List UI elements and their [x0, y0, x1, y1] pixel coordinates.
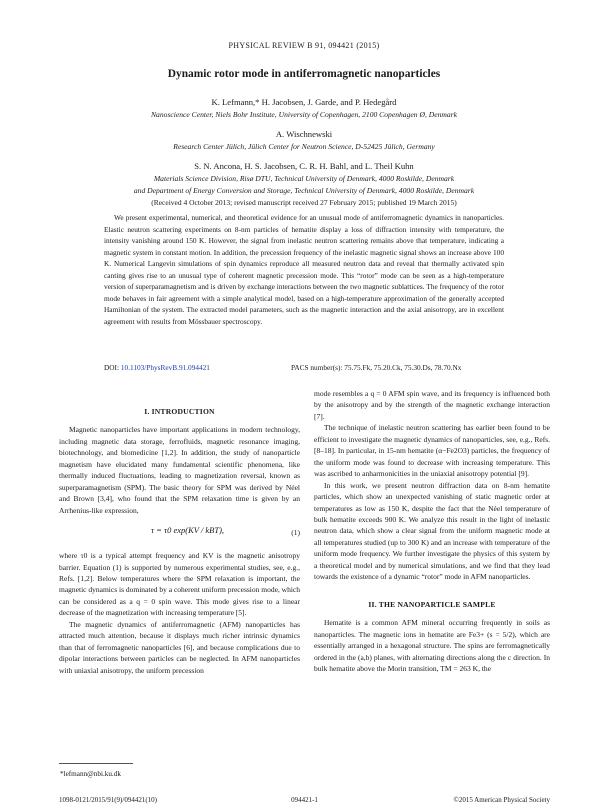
page-footer	[59, 796, 550, 804]
pacs-numbers	[291, 363, 461, 372]
paragraph: where τ0 is a typical attempt frequency and KV is the magnetic anisotropy barrier. Equation (1) is supported by numerous experimental studies, see, e.g., Refs. [1,2]. Below temperatures where the SPM relaxation is important, the magnetic dynamics is dominated by a coherent uniform precession mode, which can be considered as a q = 0 spin wave. This mode gives rise to a linear decrease of the magnetization with increasing temperature [5].	[59, 551, 300, 618]
equation-number: (1)	[291, 528, 300, 538]
author-list: A. Wischnewski	[275, 129, 333, 139]
footnote-rule	[59, 763, 133, 764]
journal-header: PHYSICAL REVIEW B 91, 094421 (2015)	[228, 41, 380, 50]
page-number: 094421-1	[291, 796, 318, 804]
pacs-label: PACS number(s):	[291, 363, 343, 372]
copyright: ©2015 American Physical Society	[453, 796, 550, 804]
equation	[59, 516, 300, 550]
paragraph: The magnetic dynamics of antiferromagnetic (AFM) nanoparticles has attracted much attention, because it displays much richer intrinsic dynamics than that of ferromagnetic nanoparticles [6], and because complications due to dipolar interactions between particles can be neglected. In AFM nanoparticles with uniaxial anisotropy, the uniform precession	[59, 619, 300, 675]
affiliation: Nanoscience Center, Niels Bohr Institute, University of Copenhagen, 2100 Copenhagen Ø, Denmark	[150, 110, 458, 119]
author-list: K. Lefmann,* H. Jacobsen, J. Garde, and P. Hedegård	[211, 97, 397, 107]
paragraph: In this work, we present neutron diffraction data on 8-nm hematite particles, which show an unexpected vanishing of static magnetic order at temperatures as low as 150 K, despite the fact that the Néel temperature of bulk hematite exceeds 900 K. We analyze this result in the light of inelastic neutron data, which show a clear signal from the uniform magnetic mode at all temperatures studied (up to 300 K) and an increase with temperature of the uniform mode frequency. We further investigate the physics of this system by a theoretical model and by numerical simulations, and we find that they lead towards the existence of a dynamic “rotor” mode in AFM nanoparticles.	[314, 480, 550, 582]
affiliation: and Department of Energy Conversion and Storage, Technical University of Denmark, 4000 Roskilde, Denmark	[133, 186, 475, 195]
paragraph: The technique of inelastic neutron scattering has earlier been found to be efficient to investigate the magnetic dynamics of nanoparticles, see, e.g., Refs. [8–18]. In particular, in 15-nm hematite (α−Fe2O3) particles, the frequency of the uniform mode was found to decrease with increasing temperature. This was ascribed to anharmonicities in the uniaxial anisotropy potential [9].	[314, 423, 550, 479]
paragraph: mode resembles a q = 0 AFM spin wave, and its frequency is influenced both by the anisotropy and by the strength of the magnetic exchange interaction [7].	[314, 389, 550, 421]
affiliation: Research Center Jülich, Jülich Center for Neutron Science, D-52425 Jülich, Germany	[173, 142, 435, 151]
left-column	[59, 406, 300, 676]
section-heading: I. INTRODUCTION	[144, 407, 215, 416]
paragraph: Magnetic nanoparticles have important applications in modern technology, including magnetic data storage, ferrofluids, magnetic resonance imaging, biotechnology, and biomedicine [1,2]. In addition, the study of nanoparticle magnetism have elucidated many fundamental scientific phenomena, like thermally induced fluctuations, leading to magnetization reversal, known as superparamagnetism (SPM). The basic theory for SPM was derived by Néel and Brown [3,4], who found that the SPM relaxation time is given by an Arrhenius-like expression,	[59, 425, 300, 515]
author-list: S. N. Ancona, H. S. Jacobsen, C. R. H. Bahl, and L. Theil Kuhn	[194, 161, 414, 171]
footnote-email[interactable]: *lefmann@nbi.ku.dk	[60, 770, 121, 778]
abstract: We present experimental, numerical, and theoretical evidence for an unusual mode of antiferromagnetic dynamics in nanoparticles. Elastic neutron scattering experiments on 8-nm particles of hematite display a loss of diffraction intensity with temperature, the intensity vanishing around 150 K. However, the signal from inelastic neutron scattering remains above that temperature, indicating a magnetic system in constant motion. In addition, the precession frequency of the inelastic magnetic signal shows an increase above 100 K. Numerical Langevin simulations of spin dynamics reproduce all measured neutron data and reveal that thermally activated spin canting gives rise to an unusual type of coherent magnetic precession mode. This “rotor” mode can be seen as a high-temperature version of superparamagnetism and is driven by exchange interactions between the two magnetic sublattices. The frequency of the rotor mode behaves in fair agreement with a simple analytical model, based on a high-temperature approximation of the generally accepted Hamiltonian of the system. The extracted model parameters, such as the magnetic interaction and the axial anisotropy, are in excellent agreement with results from Mössbauer spectroscopy.	[104, 213, 504, 326]
affiliation: Materials Science Division, Risø DTU, Technical University of Denmark, 4000 Roskilde, Denmark	[153, 174, 455, 183]
publication-dates: (Received 4 October 2013; revised manuscript received 27 February 2015; published 19 March 2015)	[151, 198, 457, 207]
doi-pacs-line	[104, 363, 504, 372]
section-heading: II. THE NANOPARTICLE SAMPLE	[368, 599, 496, 609]
right-column	[314, 388, 550, 674]
doi-link[interactable]: 10.1103/PhysRevB.91.094421	[120, 363, 210, 372]
paper-title: Dynamic rotor mode in antiferromagnetic nanoparticles	[167, 68, 441, 80]
doi-label: DOI:	[104, 363, 119, 372]
equation-body: τ = τ0 exp(KV / kBT),	[151, 525, 225, 536]
pacs-value: 75.75.Fk, 75.20.Ck, 75.30.Ds, 78.70.Nx	[344, 363, 462, 372]
paragraph: Hematite is a common AFM mineral occurring frequently in soils as nanoparticles. The magnetic ions in hematite are Fe3+ (s = 5/2), which are essentially arranged in a hexagonal structure. The spins are ferromagnetically ordered in the (a,b) planes, with alternating directions along the c direction. In bulk hematite above the Morin transition, TM = 263 K, the	[314, 618, 550, 673]
footer-issn: 1098-0121/2015/91(9)/094421(10)	[59, 796, 157, 804]
